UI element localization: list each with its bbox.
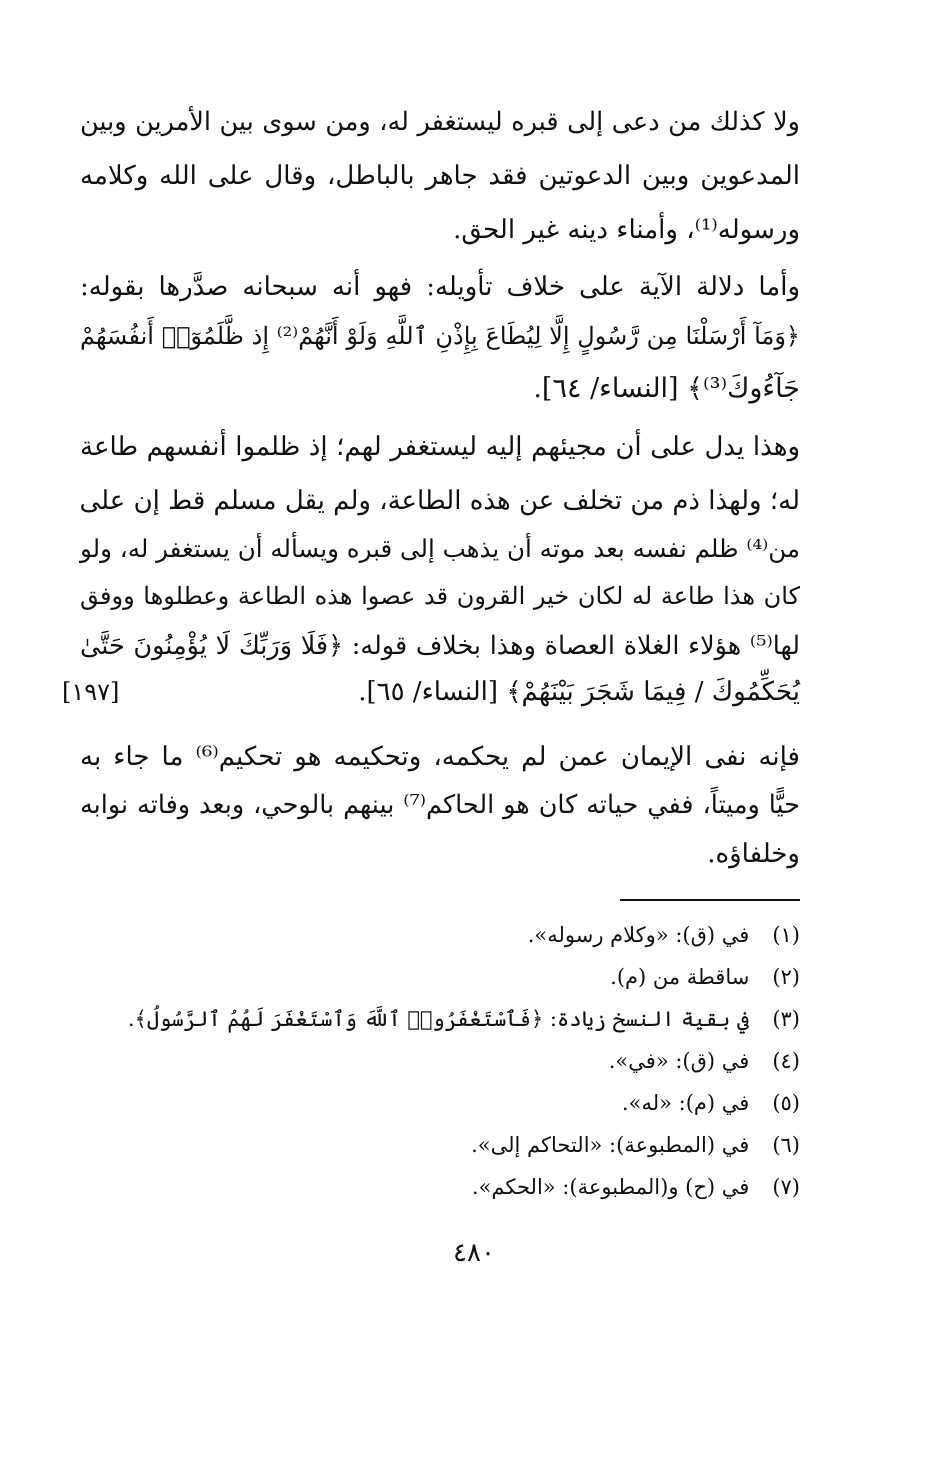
footnote-text: في بقية النسخ زيادة: ﴿فَٱسْتَغْفَرُوا۟ ٱللَّهَ وَٱسْتَغْفَرَ لَهُمُ ٱلرَّسُولُ﴾. [127, 1007, 750, 1031]
footnote-separator [620, 899, 800, 901]
footnote [622, 1088, 800, 1118]
footnote-number: (٤) [772, 1049, 800, 1073]
body-line: المدعوين وبين الدعوتين فقد جاهر بالباطل، وقال على الله وكلامه [80, 161, 800, 191]
body-line: ورسوله⁽¹⁾، وأمناء دينه غير الحق. [453, 215, 800, 245]
quran-verse-line: جَآءُوكَ⁽³⁾﴾ [النساء/ ٦٤]. [533, 373, 800, 404]
footnote [610, 962, 800, 992]
body-line: يُحَكِّمُوكَ / فِيمَا شَجَرَ بَيْنَهُمْ﴾ [النساء/ ٦٥]. [358, 677, 800, 707]
body-line: له؛ ولهذا ذم من تخلف عن هذه الطاعة، ولم يقل مسلم قط إن على [79, 486, 800, 516]
body-line: فإنه نفى الإيمان عمن لم يحكمه، وتحكيمه هو تحكيم⁽⁶⁾ ما جاء به [80, 742, 800, 772]
footnote [609, 1046, 800, 1076]
body-line: من⁽⁴⁾ ظلم نفسه بعد موته أن يذهب إلى قبره ويسأله أن يستغفر له، ولو [80, 534, 800, 563]
footnote-text: في (ق): «في». [608, 1049, 750, 1073]
body-line: وخلفاؤه. [707, 839, 800, 869]
footnote-number: (١) [772, 923, 800, 947]
body-line: حيًّا وميتاً، ففي حياته كان هو الحاكم⁽⁷⁾ بينهم بالوحي، وبعد وفاته نوابه [80, 790, 801, 820]
footnote-text: في (ق): «وكلام رسوله». [527, 923, 750, 947]
body-line: كان هذا طاعة له لكان خير القرون قد عصوا هذه الطاعة وعطلوها ووفق [80, 582, 800, 610]
footnote-number: (٢) [772, 965, 800, 989]
footnote [471, 1130, 800, 1160]
footnote-text: ساقطة من (م). [610, 965, 750, 989]
footnote-number: (٦) [772, 1133, 800, 1157]
footnote [472, 1172, 800, 1202]
footnote [528, 920, 800, 950]
footnote-number: (٣) [772, 1007, 800, 1031]
footnote [128, 1004, 800, 1034]
body-line: وأما دلالة الآية على خلاف تأويله: فهو أنه سبحانه صدَّرها بقوله: [80, 272, 800, 302]
manuscript-page-ref: [١٩٧] [62, 678, 120, 706]
quran-verse-line: ﴿وَمَآ أَرْسَلْنَا مِن رَّسُولٍ إِلَّا لِيُطَاعَ بِإِذْنِ ٱللَّهِ وَلَوْ أَنَّهُمْ⁽²⁾ إِذ ظَّلَمُوٓا۟ أَنفُسَهُمْ [80, 322, 800, 350]
footnote-number: (٧) [772, 1175, 800, 1199]
footnote-number: (٥) [772, 1091, 800, 1115]
page-number: ٤٨٠ [453, 1238, 495, 1268]
body-line: ولا كذلك من دعى إلى قبره ليستغفر له، ومن سوى بين الأمرين وبين [80, 107, 800, 137]
footnote-text: في (م): «له». [621, 1091, 750, 1115]
footnote-text: في (المطبوعة): «التحاكم إلى». [471, 1133, 750, 1157]
body-line: لها⁽⁵⁾ هؤلاء الغلاة العصاة وهذا بخلاف قوله: ﴿فَلَا وَرَبِّكَ لَا يُؤْمِنُونَ حَتَّىٰ [80, 631, 800, 661]
footnote-text: في (ح) و(المطبوعة): «الحكم». [471, 1175, 750, 1199]
body-line: وهذا يدل على أن مجيئهم إليه ليستغفر لهم؛ إذ ظلموا أنفسهم طاعة [80, 432, 800, 462]
